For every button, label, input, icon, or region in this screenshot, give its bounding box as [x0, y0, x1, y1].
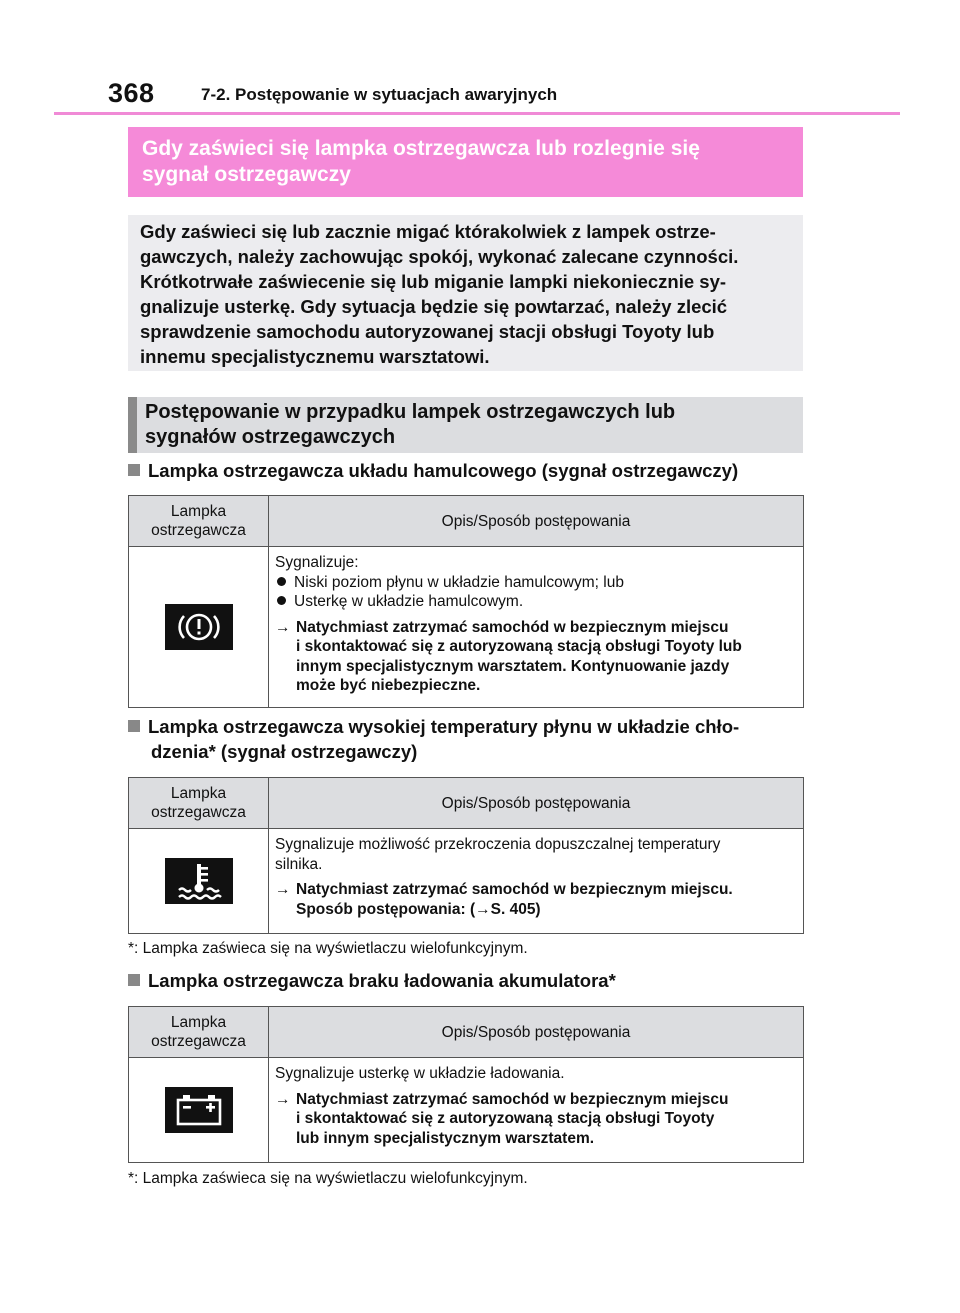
footnote: *: Lampka zaświeca się na wyświetlaczu wielofunkcyjnym. [128, 1170, 528, 1187]
desc-line: silnika. [275, 855, 323, 873]
item-title-brake [128, 458, 738, 483]
item-title-text: Lampka ostrzegawcza układu hamulcowego (sygnał ostrzegawczy) [148, 460, 739, 481]
item-title-text: dzenia* (sygnał ostrzegawczy) [151, 741, 418, 762]
list-item: Niski poziom płynu w układzie hamulcowym; lub [275, 573, 797, 593]
intro-line: Krótkotrwałe zaświecenie się lub miganie lampki niekoniecznie sy- [140, 271, 727, 292]
bullet-icon [277, 577, 286, 586]
table-header-description: Opis/Sposób postępowania [269, 1007, 804, 1058]
subsection-header [128, 397, 803, 453]
square-bullet-icon [128, 464, 140, 476]
list-item: Usterkę w układzie hamulcowym. [275, 592, 797, 612]
page-reference-link[interactable]: S. 405) [490, 900, 541, 918]
intro-line: sprawdzenie samochodu autoryzowanej stacji obsługi Toyoty lub [140, 321, 715, 342]
intro-box [128, 215, 803, 371]
item-title-text: Lampka ostrzegawcza wysokiej temperatury płynu w układzie chło- [148, 716, 740, 737]
warning-table-coolant [128, 777, 804, 934]
intro-line: gnalizuje usterkę. Gdy sytuacja będzie się powtarzać, należy zlecić [140, 296, 728, 317]
action-text: → Natychmiast zatrzymać samochód w bezpiecznym miejscu i skontaktować się z autoryzowaną stacją obsługi Toyoty lub innym specjalistycznym warsztatem. Kontynuowanie jazdy może być niebezpieczne. [275, 618, 742, 694]
desc-line: Sygnalizuje usterkę w układzie ładowania. [275, 1065, 565, 1082]
description-cell [269, 1058, 804, 1163]
warning-table-battery [128, 1006, 804, 1163]
item-title-coolant [128, 714, 739, 764]
table-header-description: Opis/Sposób postępowania [269, 778, 804, 829]
desc-intro: Sygnalizuje: [275, 554, 359, 571]
square-bullet-icon [128, 974, 140, 986]
item-title-text: Lampka ostrzegawcza braku ładowania akumulatora* [148, 970, 616, 991]
item-title-battery [128, 968, 616, 993]
banner-line: Gdy zaświeci się lampka ostrzegawcza lub rozlegnie się [142, 137, 700, 160]
chapter-banner [128, 127, 803, 197]
brake-warning-icon [165, 604, 233, 650]
intro-line: gawczych, należy zachowując spokój, wykonać zalecane czynności. [140, 246, 739, 267]
battery-charge-icon [165, 1087, 233, 1133]
description-cell [269, 547, 804, 708]
intro-line: innemu specjalistycznemu warsztatowi. [140, 346, 490, 367]
lamp-cell [129, 829, 269, 934]
footnote: *: Lampka zaświeca się na wyświetlaczu wielofunkcyjnym. [128, 940, 528, 957]
arrow-icon: → [475, 900, 491, 918]
description-cell [269, 829, 804, 934]
warning-table-brake [128, 495, 804, 708]
section-title: 7-2. Postępowanie w sytuacjach awaryjnych [201, 85, 558, 104]
page-header [108, 78, 900, 112]
action-text: → Natychmiast zatrzymać samochód w bezpiecznym miejscu i skontaktować się z autoryzowaną stacją obsługi Toyoty lub innym specjalistycznym warsztatem. [275, 1090, 729, 1147]
bullet-icon [277, 596, 286, 605]
desc-line: Sygnalizuje możliwość przekroczenia dopuszczalnej temperatury [275, 836, 721, 853]
intro-line: Gdy zaświeci się lub zacznie migać którakolwiek z lampek ostrze- [140, 221, 716, 242]
coolant-temperature-icon [165, 858, 233, 904]
table-header-description: Opis/Sposób postępowania [269, 496, 804, 547]
header-divider [54, 112, 900, 115]
square-bullet-icon [128, 720, 140, 732]
page-number: 368 [108, 78, 155, 108]
table-header-lamp: Lampka ostrzegawcza [129, 496, 269, 547]
lamp-cell [129, 1058, 269, 1163]
subheader-line: Postępowanie w przypadku lampek ostrzegawczych lub [145, 401, 676, 423]
subheader-line: sygnałów ostrzegawczych [145, 425, 396, 448]
arrow-icon: → [275, 881, 291, 898]
banner-line: sygnał ostrzegawczy [142, 163, 351, 186]
table-header-lamp: Lampka ostrzegawcza [129, 778, 269, 829]
arrow-icon: → [275, 618, 291, 636]
table-header-lamp: Lampka ostrzegawcza [129, 1007, 269, 1058]
arrow-icon: → [275, 1090, 291, 1108]
lamp-cell [129, 547, 269, 708]
action-text: → Natychmiast zatrzymać samochód w bezpiecznym miejscu. Sposób postępowania: (→S. 405) [275, 881, 733, 918]
